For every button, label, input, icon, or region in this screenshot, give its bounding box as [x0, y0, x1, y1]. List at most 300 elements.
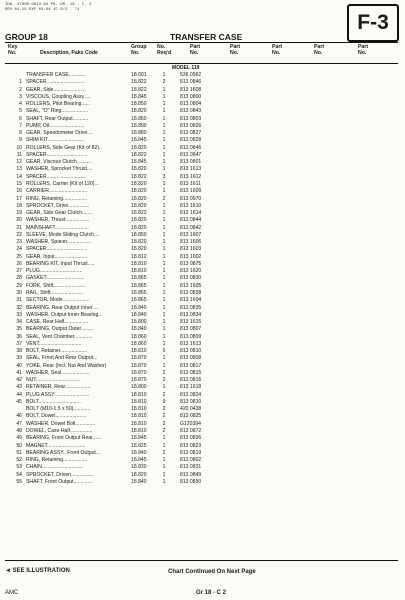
part-number-cell: 813 0825 — [180, 413, 202, 420]
key-cell: 10 — [16, 144, 22, 151]
part-number-cell: 813 1620 — [180, 268, 202, 275]
description-cell: PLUG.............................. — [26, 268, 83, 275]
key-cell: 6 — [19, 115, 22, 122]
table-row — [0, 341, 405, 348]
part-number-cell: 813 0844 — [180, 217, 202, 224]
group-cell: 18.810 — [131, 413, 147, 420]
table-row — [0, 225, 405, 232]
qty-cell: 1 — [162, 101, 166, 108]
part-number-cell: 813 1611 — [180, 180, 201, 187]
qty-cell: 1 — [162, 289, 166, 296]
qty-cell: 1 — [162, 311, 166, 318]
key-cell: 52 — [16, 457, 22, 464]
qty-cell: 1 — [162, 319, 166, 326]
qty-cell: 1 — [162, 282, 166, 289]
group-cell: 18.870 — [131, 362, 147, 369]
description-cell: VISCOUS, Coupling Assy..... — [26, 93, 91, 100]
key-cell: 24 — [16, 246, 22, 253]
part-number-cell: 813 0850 — [180, 478, 202, 485]
qty-cell: 1 — [162, 122, 166, 129]
key-cell: 46 — [16, 413, 22, 420]
table-row — [0, 479, 405, 486]
qty-cell: 1 — [162, 471, 166, 478]
group-cell: 18.810 — [131, 406, 147, 413]
part-number-cell: 813 0828 — [180, 137, 202, 144]
group-cell: 18.850 — [131, 101, 147, 108]
key-cell: 7 — [19, 122, 22, 129]
qty-cell: 1 — [162, 86, 166, 93]
qty-cell: 1 — [162, 435, 166, 442]
table-row — [0, 406, 405, 413]
key-cell: 22 — [16, 231, 22, 238]
table-row — [0, 217, 405, 224]
key-cell: 18 — [16, 202, 22, 209]
qty-cell: 3 — [162, 173, 166, 180]
header-code-line-2: REV 04.15 EXP 03.24 JC 0/2 . 74 — [5, 8, 80, 12]
key-cell: 51 — [16, 449, 22, 456]
group-cell: 18.865 — [131, 297, 147, 304]
col-group: Group No. — [131, 44, 147, 56]
description-cell: TRANSFER CASE............ — [26, 72, 86, 78]
group-cell: 18.870 — [131, 369, 147, 376]
qty-cell: 1 — [162, 217, 166, 224]
description-cell: NUT............................... — [26, 377, 80, 384]
table-row — [0, 355, 405, 362]
col-part-5: Part No. — [358, 44, 369, 56]
part-number-cell: 813 1615 — [180, 319, 202, 326]
key-cell: 34 — [16, 319, 22, 326]
qty-cell: 1 — [162, 260, 166, 267]
part-number-cell: 813 0800 — [180, 93, 202, 100]
part-number-cell: 813 0836 — [180, 435, 202, 442]
table-row — [0, 268, 405, 275]
table-row — [0, 384, 405, 391]
qty-cell: 1 — [162, 93, 166, 100]
key-cell: 16 — [16, 188, 22, 195]
key-cell: 14 — [16, 173, 22, 180]
part-number-cell: 813 0823 — [180, 442, 202, 449]
group-cell: 18.840 — [131, 304, 147, 311]
key-cell: 13 — [16, 166, 22, 173]
table-row — [0, 232, 405, 239]
key-cell: 27 — [16, 268, 22, 275]
table-row — [0, 239, 405, 246]
page-title: TRANSFER CASE — [170, 32, 243, 42]
table-row — [0, 428, 405, 435]
description-cell: SPROCKET, Driven................ — [26, 471, 94, 478]
part-number-cell: 813 1606 — [180, 239, 202, 246]
key-cell: 8 — [19, 130, 22, 137]
group-cell: 18.860 — [131, 340, 147, 347]
key-cell: 11 — [16, 151, 22, 158]
table-row — [0, 261, 405, 268]
table-row — [0, 377, 405, 384]
description-cell: BOLT.............................. — [26, 398, 81, 405]
part-number-cell: 813 1618 — [180, 384, 202, 391]
description-cell: GEAR, Input....................... — [26, 253, 88, 260]
group-cell: 18.890 — [131, 122, 147, 129]
table-row — [0, 363, 405, 370]
table-row — [0, 72, 405, 79]
col-part-4: Part No. — [314, 44, 325, 56]
qty-cell: 2 — [162, 377, 166, 384]
key-cell: 45 — [16, 398, 22, 405]
group-cell: 18.840 — [131, 311, 147, 318]
column-headers — [0, 44, 405, 62]
key-cell: 9 — [19, 137, 22, 144]
table-row — [0, 326, 405, 333]
table-row — [0, 421, 405, 428]
part-number-cell: 813 1608 — [180, 86, 202, 93]
part-number-cell: 813 0826 — [180, 122, 202, 129]
part-number-cell: 813 0830 — [180, 275, 202, 282]
key-cell: 42 — [16, 377, 22, 384]
qty-cell: 1 — [162, 202, 166, 209]
table-row — [0, 435, 405, 442]
part-number-cell: 813 0831 — [180, 464, 202, 471]
continued-note: Chart Continued On Next Page — [168, 569, 256, 575]
description-cell: WASHER, Thrust................. — [26, 217, 90, 224]
description-cell: SPACER........................... — [26, 79, 85, 86]
group-cell: 18.820 — [131, 246, 147, 253]
col-part-3: Part No. — [272, 44, 283, 56]
key-cell: 33 — [16, 311, 22, 318]
table-row — [0, 79, 405, 86]
description-cell: BEARING, Rear Output Inner.... — [26, 304, 98, 311]
description-cell: FORK, Shift....................... — [26, 282, 86, 289]
table-row — [0, 246, 405, 253]
group-cell: 18.820 — [131, 239, 147, 246]
qty-cell: 2 — [162, 428, 166, 435]
qty-cell: 1 — [162, 355, 166, 362]
table-row — [0, 181, 405, 188]
qty-cell: 1 — [162, 340, 166, 347]
group-cell: 18.845 — [131, 137, 147, 144]
key-cell: 21 — [16, 224, 22, 231]
part-number-cell: 813 1613 — [180, 340, 202, 347]
part-number-cell: 813 1612 — [180, 173, 202, 180]
part-number-cell: 813 0815 — [180, 369, 202, 376]
table-row — [0, 254, 405, 261]
part-number-cell: 813 0875 — [180, 260, 202, 267]
description-cell: MAINSHAFT........................ — [26, 224, 89, 231]
group-cell: 18.845 — [131, 457, 147, 464]
description-cell: GEAR, Side Gear Clutch....... — [26, 210, 92, 217]
qty-cell: 2 — [162, 369, 166, 376]
group-cell: 18.865 — [131, 282, 147, 289]
description-cell: BEARING ASSY., Front Output... — [26, 449, 101, 456]
key-cell: 28 — [16, 275, 22, 282]
key-cell: 31 — [16, 297, 22, 304]
qty-cell: 1 — [162, 210, 166, 217]
qty-cell: 1 — [162, 297, 166, 304]
table-row — [0, 145, 405, 152]
header-top-rule — [5, 42, 398, 43]
part-number-cell: 813 0846 — [180, 144, 202, 151]
qty-cell: 1 — [162, 130, 166, 137]
table-row — [0, 210, 405, 217]
qty-cell: 9 — [162, 398, 166, 405]
key-cell: 50 — [16, 442, 22, 449]
group-cell: 18.820 — [131, 108, 147, 115]
description-cell: WASHER, Seal.................... — [26, 369, 90, 376]
part-number-cell: 813 0846 — [180, 79, 202, 86]
description-cell: BEARING, Output Outer......... — [26, 326, 94, 333]
part-number-cell: 813 0842 — [180, 224, 202, 231]
qty-cell: 1 — [162, 457, 166, 464]
key-cell: 15 — [16, 180, 22, 187]
table-row — [0, 166, 405, 173]
qty-cell: 2 — [162, 420, 166, 427]
footer-rule — [5, 560, 398, 561]
group-cell: 18.870 — [131, 355, 147, 362]
key-cell: 49 — [16, 435, 22, 442]
key-cell: 53 — [16, 464, 22, 471]
description-cell: WASHER, Spacer................. — [26, 239, 91, 246]
table-row — [0, 319, 405, 326]
qty-cell: 1 — [162, 159, 166, 166]
key-cell: 37 — [16, 340, 22, 347]
group-cell: 18.865 — [131, 289, 147, 296]
group-cell: 18.800 — [131, 319, 147, 326]
description-cell: GEAR, Viscous Clutch.......... — [26, 159, 92, 166]
group-cell: 18.825 — [131, 442, 147, 449]
qty-cell: 1 — [162, 108, 166, 115]
group-cell: 18.820 — [131, 144, 147, 151]
part-number-cell: 813 0802 — [180, 457, 202, 464]
qty-cell: 1 — [162, 72, 166, 78]
table-row — [0, 152, 405, 159]
part-number-cell: 813 1607 — [180, 231, 202, 238]
part-number-cell: 813 0834 — [180, 311, 202, 318]
table-row — [0, 472, 405, 479]
description-cell: SPACER............................ — [26, 173, 87, 180]
part-number-cell: 813 0835 — [180, 304, 202, 311]
part-number-cell: 536 0962 — [180, 72, 202, 78]
description-cell: SHAFT, Front Output............. — [26, 478, 92, 485]
group-cell: 18.840 — [131, 449, 147, 456]
part-number-cell: 420 0438 — [180, 406, 202, 413]
description-cell: CARRIER........................... — [26, 188, 88, 195]
part-number-cell: 813 0803 — [180, 115, 202, 122]
key-cell: 4 — [19, 101, 22, 108]
table-row — [0, 297, 405, 304]
table-row — [0, 334, 405, 341]
table-row — [0, 450, 405, 457]
qty-cell: 1 — [162, 464, 166, 471]
qty-cell: 2 — [162, 449, 166, 456]
group-cell: 18.820 — [131, 180, 147, 187]
part-number-cell: 813 0872 — [180, 428, 202, 435]
description-cell: SEAL, Vent Chamber............. — [26, 333, 93, 340]
model-label: MODEL 119 — [172, 65, 200, 71]
group-cell: 18.812 — [131, 253, 147, 260]
group-cell: 18.820 — [131, 188, 147, 195]
description-cell: RETAINER, Rear.................. — [26, 384, 91, 391]
key-cell: 43 — [16, 384, 22, 391]
key-cell: 54 — [16, 471, 22, 478]
group-cell: 18.830 — [131, 464, 147, 471]
description-cell: BEARING, Front Output Rear...... — [26, 435, 102, 442]
part-number-cell: 813 0801 — [180, 159, 202, 166]
key-cell: 36 — [16, 333, 22, 340]
description-cell: SPACER............................ — [26, 246, 87, 253]
qty-cell: 1 — [162, 304, 166, 311]
group-cell: 18.850 — [131, 115, 147, 122]
description-cell: ROLLERS, Side Gear (Kit of 82).. — [26, 144, 102, 151]
key-cell: 47 — [16, 420, 22, 427]
part-number-cell: 813 1609 — [180, 188, 202, 195]
table-row — [0, 443, 405, 450]
qty-cell: 1 — [162, 151, 166, 158]
description-cell: PLUG ASSY......................... — [26, 391, 90, 398]
table-row — [0, 87, 405, 94]
description-cell: SEAL, Front And Rear Output... — [26, 355, 98, 362]
description-cell: BOLT, Dowel...................... — [26, 413, 87, 420]
key-cell: 35 — [16, 326, 22, 333]
part-number-cell: 813 0816 — [180, 377, 202, 384]
part-number-cell: 813 0838 — [180, 289, 202, 296]
description-cell: ROLLERS, Pilot Bearing...... — [26, 101, 90, 108]
col-description: Description, Paks Code — [40, 50, 98, 56]
qty-cell: 2 — [162, 413, 166, 420]
description-cell: SLEEVE, Mode Sliding Clutch.... — [26, 231, 100, 238]
part-number-cell: 813 0970 — [180, 195, 202, 202]
group-cell: 18.810 — [131, 420, 147, 427]
part-number-cell: 813 1602 — [180, 253, 202, 260]
part-number-cell: 813 0843 — [180, 108, 202, 115]
group-cell: 18.845 — [131, 159, 147, 166]
part-number-cell: 813 0804 — [180, 101, 202, 108]
table-row — [0, 137, 405, 144]
description-cell: YOKE, Rear (Incl. Nut And Washer) — [26, 362, 107, 369]
key-cell: 32 — [16, 304, 22, 311]
group-cell: 18.840 — [131, 478, 147, 485]
table-row — [0, 457, 405, 464]
footer-brand: AMC — [5, 590, 19, 596]
description-cell: BEARING KIT, Input Thrust..... — [26, 260, 95, 267]
key-cell: 29 — [16, 282, 22, 289]
qty-cell: 1 — [162, 115, 166, 122]
table-row — [0, 101, 405, 108]
group-cell: 18.822 — [131, 86, 147, 93]
description-cell: RING, Retaining................. — [26, 195, 88, 202]
key-cell: 19 — [16, 210, 22, 217]
qty-cell: 1 — [162, 144, 166, 151]
description-cell: PUMP, Oil......................... — [26, 122, 85, 129]
qty-cell: 1 — [162, 333, 166, 340]
table-row — [0, 94, 405, 101]
parts-table — [0, 72, 405, 486]
part-number-cell: G120394 — [180, 420, 201, 427]
key-cell: 5 — [19, 108, 22, 115]
group-cell: 18.845 — [131, 93, 147, 100]
key-cell: 20 — [16, 217, 22, 224]
qty-cell: 1 — [162, 188, 166, 195]
key-cell: 44 — [16, 391, 22, 398]
table-row — [0, 370, 405, 377]
part-number-cell: 813 0847 — [180, 151, 202, 158]
qty-cell: 1 — [162, 268, 166, 275]
description-cell: WASHER, Output Inner Bearing.. — [26, 311, 102, 318]
group-cell: 18.820 — [131, 224, 147, 231]
description-cell: SPROCKET, Drive............... — [26, 202, 90, 209]
part-number-cell: 813 1605 — [180, 282, 202, 289]
key-cell: 12 — [16, 159, 22, 166]
col-qty: No. Req'd — [157, 44, 172, 56]
group-cell: 18.800 — [131, 384, 147, 391]
group-cell: 18.845 — [131, 435, 147, 442]
group-cell: 18.822 — [131, 173, 147, 180]
key-cell: 26 — [16, 260, 22, 267]
group-cell: 18.820 — [131, 471, 147, 478]
description-cell: GASKET........................... — [26, 275, 85, 282]
group-cell: 18.810 — [131, 428, 147, 435]
footer-page-ref: Gr 18 - C 2 — [196, 590, 227, 596]
description-cell: ROLLERS, Carrier (Kit of 120)... — [26, 180, 99, 187]
qty-cell: 1 — [162, 275, 166, 282]
description-cell: GEAR, Speedometer Drive.... — [26, 130, 93, 137]
table-row — [0, 464, 405, 471]
key-cell: 30 — [16, 289, 22, 296]
qty-cell: 1 — [162, 239, 166, 246]
qty-cell: 1 — [162, 180, 166, 187]
part-number-cell: 813 1613 — [180, 166, 202, 173]
header-bottom-rule — [5, 63, 398, 64]
key-cell: 25 — [16, 253, 22, 260]
part-number-cell: 813 0807 — [180, 326, 202, 333]
qty-cell: 1 — [162, 137, 166, 144]
description-cell: VENT.............................. — [26, 340, 82, 347]
table-row — [0, 130, 405, 137]
group-cell: 18.820 — [131, 166, 147, 173]
qty-cell: 1 — [162, 442, 166, 449]
key-cell: 17 — [16, 195, 22, 202]
part-number-cell: 813 0824 — [180, 391, 202, 398]
col-part-2: Part No. — [230, 44, 241, 56]
table-row — [0, 312, 405, 319]
part-number-cell: 813 1603 — [180, 246, 202, 253]
group-cell: 18.810 — [131, 260, 147, 267]
group-cell: 18.810 — [131, 268, 147, 275]
part-number-cell: 813 0808 — [180, 355, 202, 362]
table-row — [0, 108, 405, 115]
group-cell: 18.820 — [131, 195, 147, 202]
part-number-cell: 813 0810 — [180, 398, 202, 405]
group-cell: 18.810 — [131, 348, 147, 355]
group-cell: 18.865 — [131, 275, 147, 282]
part-number-cell: 813 0810 — [180, 348, 202, 355]
group-cell: 18.840 — [131, 326, 147, 333]
part-number-cell: 813 0817 — [180, 362, 202, 369]
table-row — [0, 174, 405, 181]
key-cell: 41 — [16, 369, 22, 376]
col-key: Key No. — [8, 44, 18, 56]
table-row — [0, 123, 405, 130]
qty-cell: 1 — [162, 478, 166, 485]
group-heading: GROUP 18 — [5, 32, 48, 42]
qty-cell: 1 — [162, 253, 166, 260]
table-row — [0, 305, 405, 312]
group-cell: 18.870 — [131, 377, 147, 384]
description-cell: MAGNET........................... — [26, 442, 86, 449]
description-cell: CASE, Rear Half................. — [26, 319, 89, 326]
table-row — [0, 283, 405, 290]
qty-cell: 2 — [162, 195, 166, 202]
description-cell: BOLT (M10-1.5 x 50)............ — [26, 406, 91, 413]
qty-cell: 1 — [162, 166, 166, 173]
description-cell: CHAIN............................. — [26, 464, 83, 471]
